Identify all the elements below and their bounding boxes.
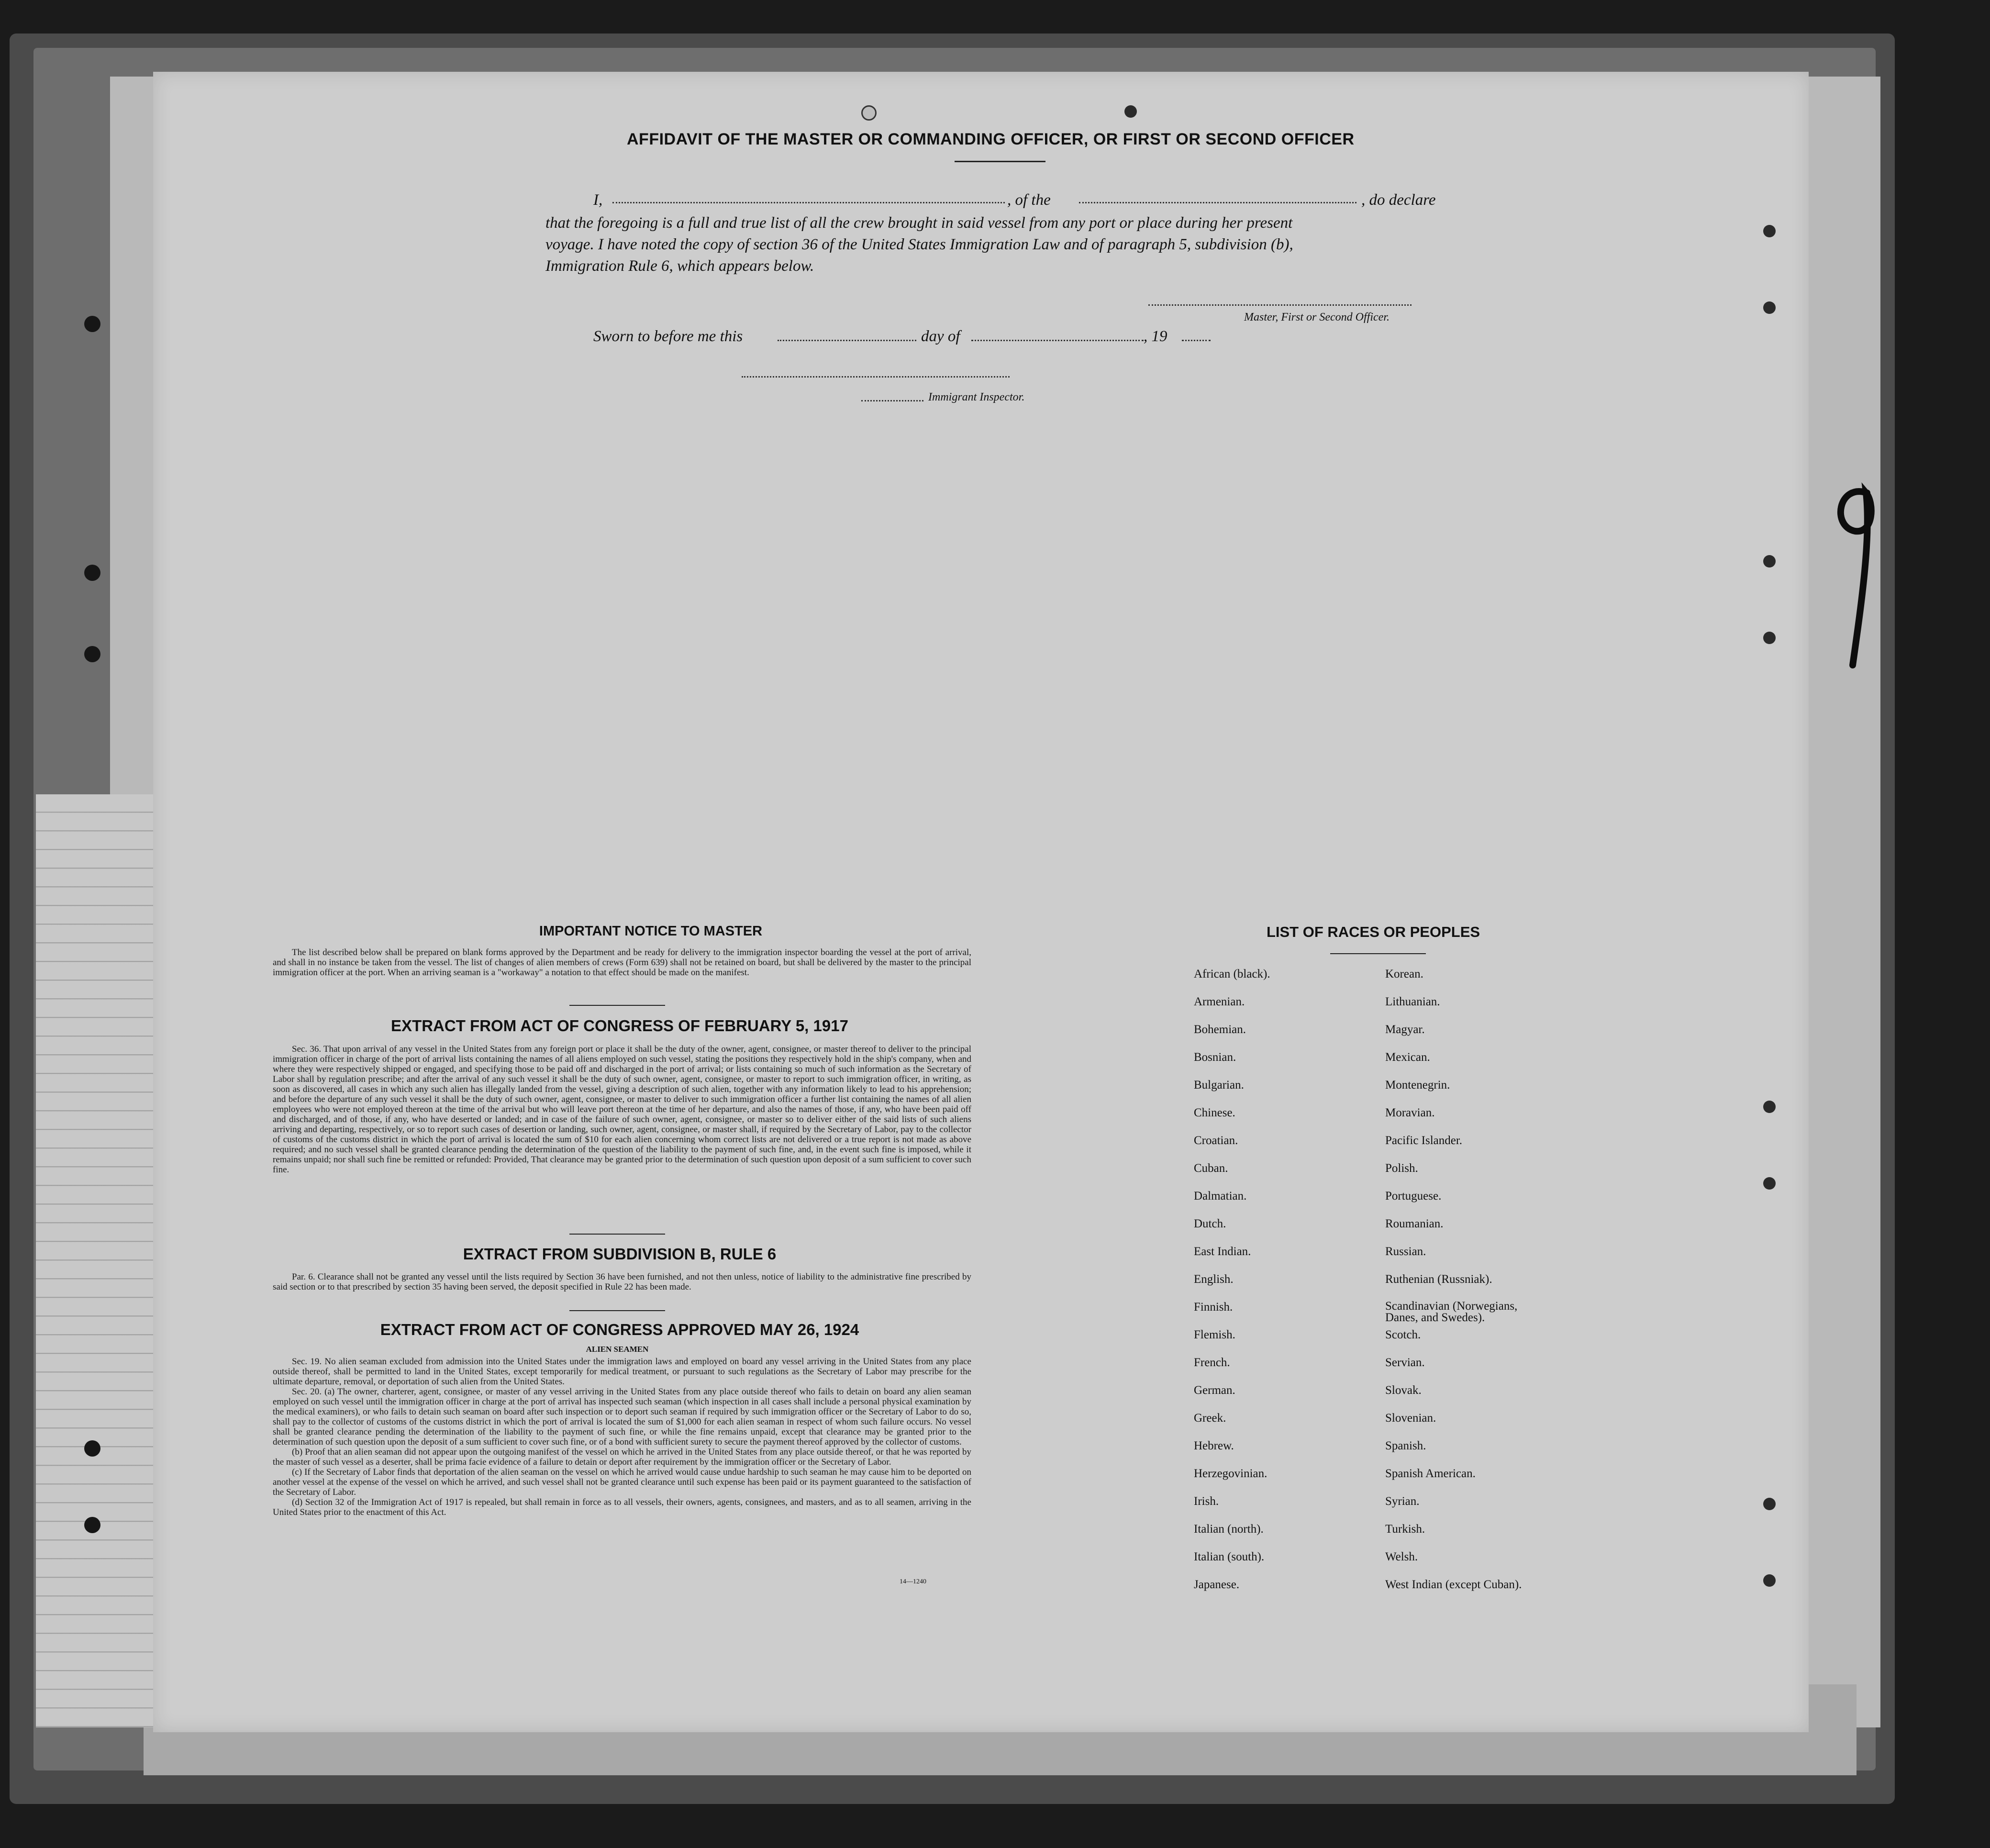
race-item: Scotch. bbox=[1385, 1328, 1421, 1341]
race-item: Bosnian. bbox=[1194, 1051, 1236, 1064]
race-item: Dutch. bbox=[1194, 1217, 1226, 1230]
alien-seamen-subtitle: ALIEN SEAMEN bbox=[586, 1345, 649, 1354]
race-item: Portuguese. bbox=[1385, 1190, 1442, 1202]
extract-rule6-paragraph: Par. 6. Clearance shall not be granted any vessel until the lists required by Section 36 have been furnished, and not then unless, notice of liability to the administrative fine prescribed by said section or to that prescribed by section 35 having been served, the deposit specified in Rule 22 has been made. bbox=[273, 1272, 971, 1292]
extract-1924-paragraph: Sec. 19. No alien seaman excluded from admission into the United States under the immigration laws and employed on board any vessel arriving in the United States from any place outside thereof, shall be permitted to land in the United States, except temporarily for medical treatment, or pursuant to such regulations as the Secretary of Labor may prescribe for the ultimate departure, removal, or deportation of such alien from the United States. bbox=[273, 1357, 971, 1387]
notice-paragraph: The list described below shall be prepared on blank forms approved by the Department and be ready for delivery to the immigration inspector boarding the vessel at the port of arrival, and shall in no instance be taken from the vessel. The list of changes of alien members of crews (Form 639) shall not be retained on board, but shall be delivered by the master to the principal immigration officer at the port. When an arriving seaman is a "workaway" a notation to that effect should be made on the manifest. bbox=[273, 947, 971, 978]
race-item: Pacific Islander. bbox=[1385, 1134, 1463, 1147]
race-item: Bohemian. bbox=[1194, 1023, 1246, 1036]
divider bbox=[569, 1234, 665, 1235]
race-item: Servian. bbox=[1385, 1356, 1425, 1369]
race-item: Slovenian. bbox=[1385, 1412, 1436, 1425]
binder-hole bbox=[84, 1440, 100, 1457]
race-item: East Indian. bbox=[1194, 1245, 1251, 1258]
race-item: Montenegrin. bbox=[1385, 1079, 1450, 1091]
inspector-signature-blank[interactable] bbox=[742, 376, 1010, 378]
extract-rule6-title: EXTRACT FROM SUBDIVISION B, RULE 6 bbox=[463, 1245, 777, 1263]
race-item: Armenian. bbox=[1194, 995, 1245, 1008]
race-item: Italian (south). bbox=[1194, 1550, 1265, 1563]
affidavit-line-4: Immigration Rule 6, which appears below. bbox=[545, 257, 814, 275]
punch-hole bbox=[1763, 632, 1776, 644]
month-blank[interactable] bbox=[971, 340, 1144, 341]
notice-title: IMPORTANT NOTICE TO MASTER bbox=[539, 924, 763, 939]
race-item: Slovak. bbox=[1385, 1384, 1422, 1397]
inspector-lead-blank bbox=[861, 400, 923, 401]
races-left-column bbox=[1194, 968, 1366, 1606]
race-item: Welsh. bbox=[1385, 1550, 1418, 1563]
punch-hole bbox=[1763, 225, 1776, 237]
race-item: Russian. bbox=[1385, 1245, 1426, 1258]
extract-1924-paragraph: (b) Proof that an alien seaman did not appear upon the outgoing manifest of the vessel on which he arrived in the United States from any place outside thereof, or that he was reported by the master of such vessel as a deserter, shall be prima facie evidence of a failure to detain or deport after requirement by the immigration officer or the Secretary of Labor. bbox=[273, 1447, 971, 1467]
punch-hole bbox=[1763, 1101, 1776, 1113]
race-item: Flemish. bbox=[1194, 1328, 1235, 1341]
master-caption: Master, First or Second Officer. bbox=[1244, 311, 1390, 323]
race-item: Finnish. bbox=[1194, 1301, 1233, 1314]
race-item: Chinese. bbox=[1194, 1106, 1235, 1119]
race-item: German. bbox=[1194, 1384, 1235, 1397]
master-signature-blank[interactable] bbox=[1148, 304, 1412, 306]
race-item: Turkish. bbox=[1385, 1523, 1425, 1536]
title-rule bbox=[955, 161, 1045, 162]
punch-hole bbox=[1763, 1177, 1776, 1190]
race-item: Bulgarian. bbox=[1194, 1079, 1244, 1091]
race-item: Syrian. bbox=[1385, 1495, 1420, 1508]
race-item: Cuban. bbox=[1194, 1162, 1228, 1175]
extract-rule6-body bbox=[273, 1272, 971, 1292]
affidavit-of-the: , of the bbox=[1007, 191, 1051, 209]
race-item: Korean. bbox=[1385, 968, 1423, 980]
race-item: Dalmatian. bbox=[1194, 1190, 1247, 1202]
ruled-sheet-edge bbox=[36, 794, 160, 1727]
race-item: Lithuanian. bbox=[1385, 995, 1440, 1008]
extract-1924-paragraph: (d) Section 32 of the Immigration Act of 1917 is repealed, but shall remain in force as to all vessels, their owners, agents, consignees, and masters, and as to all seamen, arriving in the United States prior to the enactment of this Act. bbox=[273, 1497, 971, 1517]
handwritten-nine-mark bbox=[1829, 474, 1881, 675]
race-item: Mexican. bbox=[1385, 1051, 1430, 1064]
race-item: Polish. bbox=[1385, 1162, 1418, 1175]
notice-body bbox=[273, 947, 971, 978]
affidavit-line-3: voyage. I have noted the copy of section 36 of the United States Immigration Law and of paragraph 5, subdivision (b), bbox=[545, 236, 1293, 253]
races-title: LIST OF RACES OR PEOPLES bbox=[1266, 924, 1480, 940]
punch-hole-top bbox=[861, 105, 877, 121]
race-item: Scandinavian (Norwegians, Danes, and Swedes). bbox=[1385, 1300, 1518, 1324]
punch-hole bbox=[1763, 1498, 1776, 1510]
divider bbox=[569, 1310, 665, 1311]
race-item: Croatian. bbox=[1194, 1134, 1238, 1147]
extract-1924-title: EXTRACT FROM ACT OF CONGRESS APPROVED MAY 26, 1924 bbox=[380, 1321, 859, 1338]
punch-hole-top bbox=[1124, 105, 1137, 118]
extract-1924-body bbox=[273, 1357, 971, 1517]
binder-hole bbox=[84, 316, 100, 332]
affidavit-line-2: that the foregoing is a full and true list of all the crew brought in said vessel from any port or place during her present bbox=[545, 214, 1293, 232]
year-blank[interactable] bbox=[1182, 340, 1211, 341]
race-item: Japanese. bbox=[1194, 1578, 1240, 1591]
vessel-blank[interactable] bbox=[1079, 202, 1356, 203]
race-item: Greek. bbox=[1194, 1412, 1226, 1425]
binder-hole bbox=[84, 565, 100, 581]
race-item: Moravian. bbox=[1385, 1106, 1435, 1119]
affidavit-do-declare: , do declare bbox=[1361, 191, 1436, 209]
name-blank[interactable] bbox=[612, 202, 1005, 203]
day-blank[interactable] bbox=[778, 340, 916, 341]
extract-1924-paragraph: (c) If the Secretary of Labor finds that deportation of the alien seaman on the vessel on which he arrived would cause undue hardship to such seaman he may cause him to be deported on another vessel at the expense of the vessel on which he arrived, and such vessel shall not be granted clearance until such expense has been paid or its payment guaranteed to the satisfaction of the Secretary of Labor. bbox=[273, 1467, 971, 1497]
extract-1917-title: EXTRACT FROM ACT OF CONGRESS OF FEBRUARY 5, 1917 bbox=[391, 1017, 848, 1035]
race-item: Roumanian. bbox=[1385, 1217, 1444, 1230]
extract-1924-paragraph: Sec. 20. (a) The owner, charterer, agent, consignee, or master of any vessel arriving in the United States from any place outside thereof who fails to detain on board any alien seaman employed on such vessel until the immigration officer in charge at the port of arrival has inspected such seaman (which inspection in all cases shall include a personal physical examination by the medical examiners), or who fails to detain such seaman on board after such inspection or to deport such seaman if required by such immigration officer or the Secretary of Labor to do so, shall pay to the collector of customs of the customs district in which the port of arrival is located the sum of $1,000 for each alien seaman in respect of whom such failure occurs. No vessel shall be granted clearance pending the determination of the liability to the payment of such fine, or while the fine remains unpaid, except that clearance may be granted prior to the determination of such question upon the deposit of a sum sufficient to cover such fine, or of a bond with sufficient surety to secure the payment thereof approved by the collector of customs. bbox=[273, 1387, 971, 1447]
punch-hole bbox=[1763, 1574, 1776, 1587]
extract-1917-body bbox=[273, 1044, 971, 1175]
divider bbox=[1330, 953, 1426, 954]
inspector-caption: Immigrant Inspector. bbox=[928, 391, 1025, 403]
race-item: Spanish. bbox=[1385, 1439, 1426, 1452]
extract-1917-paragraph: Sec. 36. That upon arrival of any vessel in the United States from any foreign port or place it shall be the duty of the owner, agent, consignee, or master thereof to deliver to the principal immigration officer in charge of the port of arrival lists containing the names of all aliens employed on such vessel, stating the positions they respectively hold in the ship's company, when and where they were respectively shipped or engaged, and specifying those to be paid off and discharged in the port of arrival; or lists containing so much of such information as the Secretary of Labor shall by regulation prescribe; and after the arrival of any such vessel it shall be the duty of such owner, agent, consignee, or master to report to such immigration officer, in writing, as soon as discovered, all cases in which any such alien has illegally landed from the vessel, giving a description of such alien, together with any information likely to lead to his apprehension; and before the departure of any such vessel it shall be the duty of such owner, agent, consignee, or master to deliver to such immigration officer a further list containing the names of all alien employees who were not employed thereon at the time of the arrival but who will leave port thereon at the time of her departure, and also the names of those, if any, who have been paid off and discharged, and of those, if any, who have deserted or landed; and in case of the failure of such owner, agent, consignee, or master so to deliver either of the said lists of such aliens arriving and departing, respectively, or so to report such cases of desertion or landing, such owner, agent, consignee, or master shall, if required by the Secretary of Labor, pay to the collector of customs of the customs district in which the port of arrival is located the sum of $10 for each alien concerning whom correct lists are not delivered or a true report is not made as above required; and no such vessel shall be granted clearance pending the determination of the question of the liability to the payment of such fine, and, in the event such fine is imposed, while it remains unpaid; nor shall such fine be remitted or refunded: Provided, That clearance may be granted prior to the determination of such question upon deposit of a sum sufficient to cover such fine. bbox=[273, 1044, 971, 1175]
race-item: West Indian (except Cuban). bbox=[1385, 1578, 1522, 1591]
punch-hole bbox=[1763, 301, 1776, 314]
race-item: Irish. bbox=[1194, 1495, 1219, 1508]
sworn-year: , 19 bbox=[1144, 328, 1167, 345]
race-item: Spanish American. bbox=[1385, 1467, 1476, 1480]
binder-hole bbox=[84, 1517, 100, 1533]
race-item: Hebrew. bbox=[1194, 1439, 1234, 1452]
race-item: Magyar. bbox=[1385, 1023, 1425, 1036]
binder-hole bbox=[84, 646, 100, 662]
race-item: Herzegovinian. bbox=[1194, 1467, 1267, 1480]
document-page bbox=[153, 72, 1809, 1732]
divider bbox=[569, 1005, 665, 1006]
punch-hole bbox=[1763, 555, 1776, 568]
affidavit-i: I, bbox=[593, 191, 603, 209]
race-item: Italian (north). bbox=[1194, 1523, 1264, 1536]
affidavit-title: AFFIDAVIT OF THE MASTER OR COMMANDING OFFICER, OR FIRST OR SECOND OFFICER bbox=[627, 130, 1355, 148]
race-item: African (black). bbox=[1194, 968, 1270, 980]
sworn-prefix: Sworn to before me this bbox=[593, 328, 743, 345]
race-item: English. bbox=[1194, 1273, 1234, 1286]
sworn-day-of: day of bbox=[921, 328, 960, 345]
races-right-column bbox=[1385, 968, 1586, 1606]
race-item: Ruthenian (Russniak). bbox=[1385, 1273, 1492, 1286]
race-item: French. bbox=[1194, 1356, 1230, 1369]
form-number: 14—1240 bbox=[900, 1578, 926, 1585]
